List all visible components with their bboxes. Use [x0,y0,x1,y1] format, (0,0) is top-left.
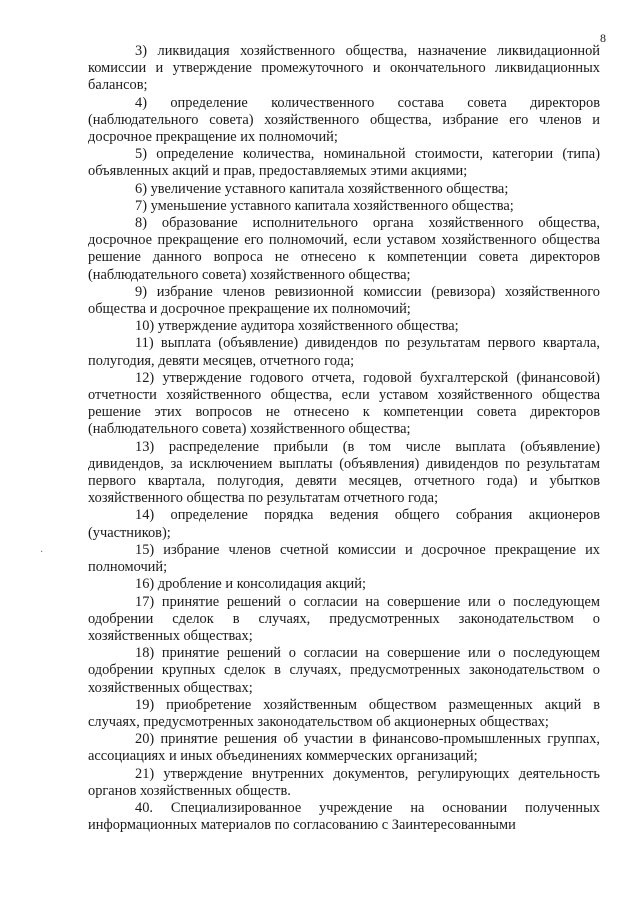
list-item: 14) определение порядка ведения общего собрания акционеров (участников); [88,507,600,541]
list-item: 8) образование исполнительного органа хозяйственного общества, досрочное прекращение его полномочий, если уставом хозяйственного общества решение данного вопроса не отнесено к компетенции совета директоров (наблюдательного совета) хозяйственного общества; [88,215,600,283]
document-body [88,43,600,834]
list-item: 18) принятие решений о согласии на совершение или о последующем одобрении крупных сделок в случаях, предусмотренных законодательством о хозяйственных обществах; [88,645,600,696]
list-item: 21) утверждение внутренних документов, регулирующих деятельность органов хозяйственных обществ. [88,765,600,799]
list-item: 6) увеличение уставного капитала хозяйственного общества; [135,180,509,197]
list-item: 5) определение количества, номинальной стоимости, категории (типа) объявленных акций и прав, предоставляемых этими акциями; [88,146,600,180]
list-item: 19) приобретение хозяйственным обществом размещенных акций в случаях, предусмотренных законодательством об акционерных обществах; [88,696,600,730]
list-item: 11) выплата (объявление) дивидендов по результатам первого квартала, полугодия, девяти месяцев, отчетного года; [88,335,600,369]
list-item: 4) определение количественного состава совета директоров (наблюдательного совета) хозяйственного общества, избрание его членов и досрочное прекращение их полномочий; [88,94,600,146]
list-item: 3) ликвидация хозяйственного общества, назначение ликвидационной комиссии и утверждение промежуточного и окончательного ликвидационных балансов; [88,43,600,94]
list-item: 13) распределение прибыли (в том числе выплата (объявление) дивидендов, за исключением выплаты (объявления) дивидендов по результатам первого квартала, полугодия, девяти месяцев, отчетного года) и убытков хозяйственного общества по результатам отчетного года; [88,438,600,507]
list-item: 9) избрание членов ревизионной комиссии (ревизора) хозяйственного общества и досрочное прекращение их полномочий; [88,283,600,318]
list-item: 15) избрание членов счетной комиссии и досрочное прекращение их полномочий; [88,541,600,576]
list-item: 7) уменьшение уставного капитала хозяйственного общества; [135,197,514,214]
list-item: 12) утверждение годового отчета, годовой бухгалтерской (финансовой) отчетности хозяйственного общества, если уставом хозяйственного общества решение этих вопросов не отнесено к компетенции совета директоров (наблюдательного совета) хозяйственного общества; [88,369,600,438]
paragraph-40: 40. Специализированное учреждение на основании полученных информационных материалов по согласованию с Заинтересованными [88,799,600,834]
list-item: 10) утверждение аудитора хозяйственного общества; [135,318,459,335]
page-number: 8 [600,31,606,45]
list-item: 16) дробление и консолидация акций; [135,576,366,593]
margin-mark: · [40,547,44,558]
list-item: 17) принятие решений о согласии на совершение или о последующем одобрении сделок в случаях, предусмотренных законодательством о хозяйственных обществах; [88,593,600,644]
list-item: 20) принятие решения об участии в финансово-промышленных группах, ассоциациях и иных объединениях коммерческих организаций; [88,731,600,765]
